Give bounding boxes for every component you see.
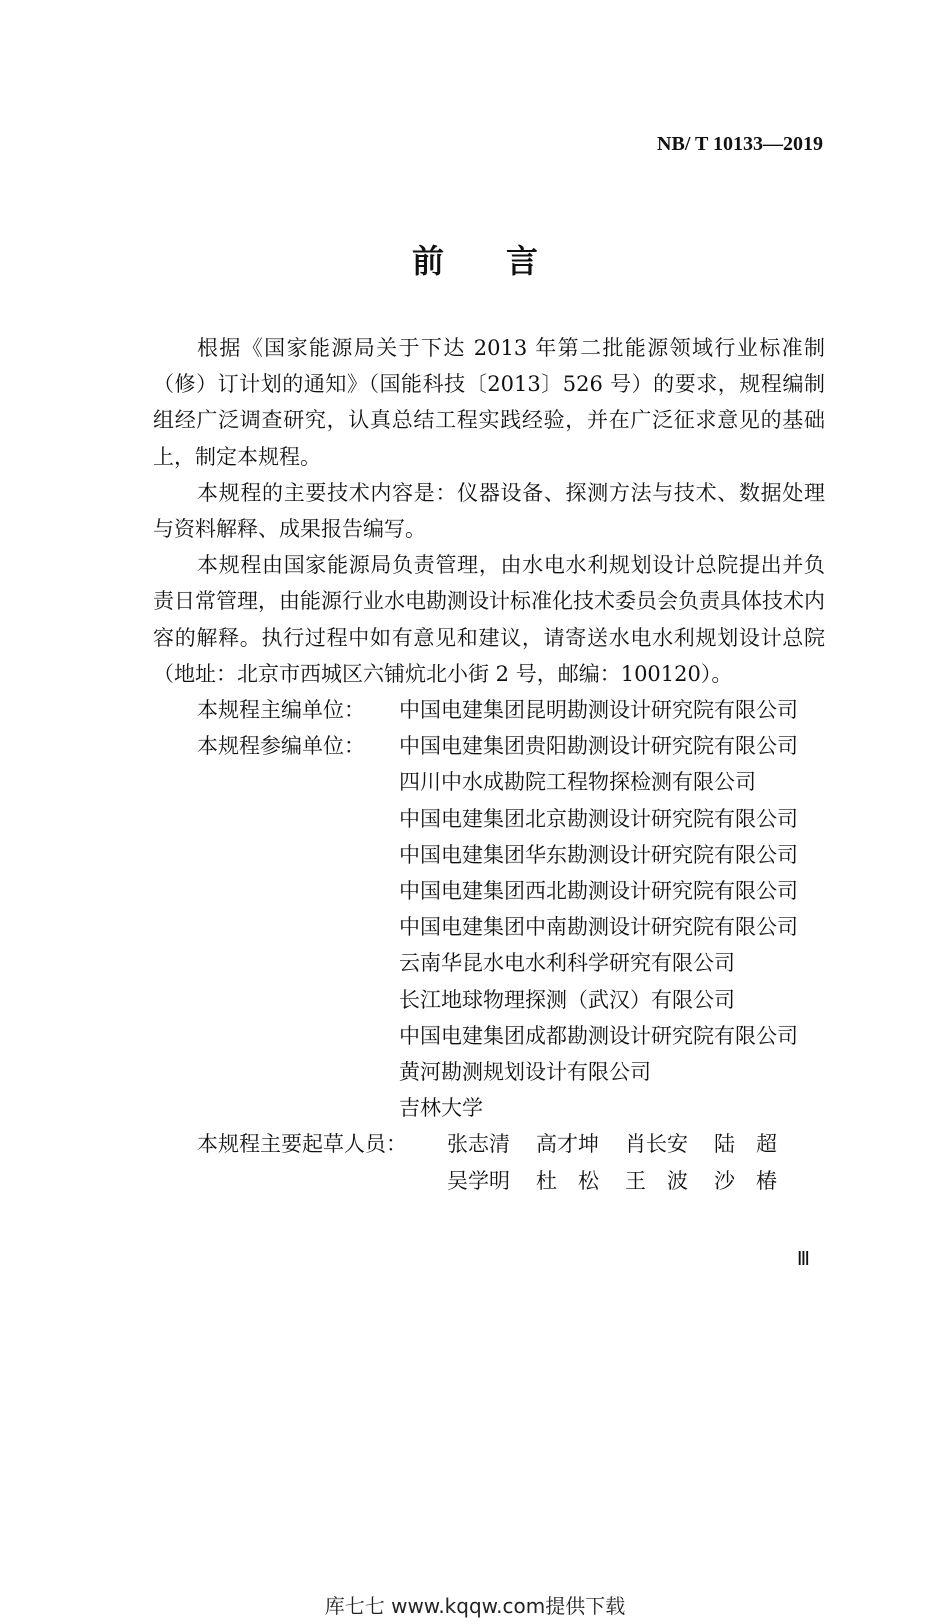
- chief-editor-row: [153, 692, 825, 728]
- page-number: Ⅲ: [796, 1249, 810, 1270]
- drafter-name: 高才坤: [536, 1132, 599, 1157]
- paragraph-management: 本规程由国家能源局负责管理，由水电水利规划设计总院提出并负责日常管理，由能源行业水电勘测设计标准化技术委员会负责具体技术内容的解释。执行过程中如有意见和建议，请寄送水电水利规划设计总院（地址：北京市西城区六铺炕北小街 2 号，邮编：100120）。: [153, 553, 825, 686]
- drafter-name: 肖长安: [625, 1132, 688, 1157]
- drafter-name: 吴学明: [447, 1168, 510, 1193]
- participant-unit: 中国电建集团北京勘测设计研究院有限公司: [399, 806, 798, 831]
- drafter-name: 杜 松: [536, 1168, 599, 1193]
- drafter-line: [447, 1163, 777, 1199]
- drafter-name: 张志清: [447, 1132, 510, 1157]
- drafters-label: 本规程主要起草人员：: [197, 1132, 407, 1157]
- participant-unit: 四川中水成勘院工程物探检测有限公司: [399, 770, 756, 795]
- paragraph-content: 本规程的主要技术内容是：仪器设备、探测方法与技术、数据处理与资料解释、成果报告编写。: [153, 480, 825, 542]
- participant-unit: 黄河勘测规划设计有限公司: [399, 1060, 651, 1085]
- drafter-list: [447, 1126, 777, 1198]
- participant-unit: 云南华昆水电水利科学研究有限公司: [399, 951, 735, 976]
- drafter-name: 陆 超: [714, 1132, 777, 1157]
- participant-unit: 吉林大学: [399, 1096, 483, 1121]
- participant-unit: 中国电建集团西北勘测设计研究院有限公司: [399, 879, 798, 904]
- participant-unit: 中国电建集团成都勘测设计研究院有限公司: [399, 1023, 798, 1048]
- drafter-line: [447, 1126, 777, 1162]
- participants-row: [153, 728, 825, 1126]
- participant-unit: 中国电建集团贵阳勘测设计研究院有限公司: [399, 734, 798, 759]
- drafter-name: 王 波: [625, 1168, 688, 1193]
- participant-list: [399, 728, 798, 1126]
- page-title: 前言: [411, 242, 600, 280]
- chief-editor-label: 本规程主编单位：: [197, 698, 365, 723]
- drafter-name: 沙 椿: [714, 1168, 777, 1193]
- participants-label: 本规程参编单位：: [197, 734, 365, 759]
- chief-editor-unit: 中国电建集团昆明勘测设计研究院有限公司: [399, 698, 798, 723]
- participant-unit: 中国电建集团中南勘测设计研究院有限公司: [399, 915, 798, 940]
- document-body: [153, 330, 825, 1199]
- standard-code: NB/ T 10133—2019: [657, 133, 823, 155]
- download-watermark: 库七七 www.kqqw.com提供下载: [324, 1594, 626, 1618]
- paragraph-basis: 根据《国家能源局关于下达 2013 年第二批能源领域行业标准制（修）订计划的通知》（国能科技〔2013〕526 号）的要求，规程编制组经广泛调查研究，认真总结工程实践经验，并在广泛征求意见的基础上，制定本规程。: [153, 336, 825, 469]
- participant-unit: 中国电建集团华东勘测设计研究院有限公司: [399, 842, 798, 867]
- participant-unit: 长江地球物理探测（武汉）有限公司: [399, 987, 735, 1012]
- drafters-row: [153, 1126, 825, 1198]
